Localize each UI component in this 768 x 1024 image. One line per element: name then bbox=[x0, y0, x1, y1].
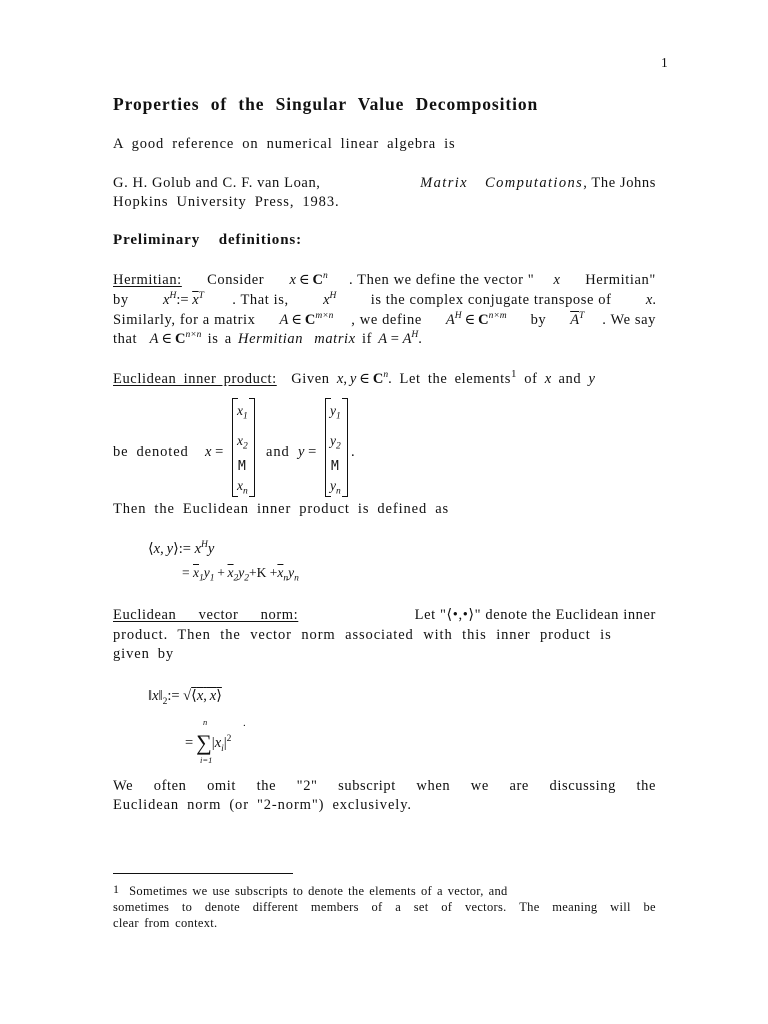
term-hermitian: Hermitian: bbox=[113, 272, 182, 288]
word: we bbox=[470, 778, 489, 794]
norm-line-3: given by bbox=[113, 646, 175, 662]
hermitian-line-2: by $x^H:= \overline{x}^T$ . That is, $x^H$ is the complex conjugate transpose of x. bbox=[113, 291, 656, 308]
word: a bbox=[395, 900, 402, 914]
word: We bbox=[113, 778, 134, 794]
y-entry-1: $y_1$ bbox=[330, 403, 341, 422]
section-heading-preliminary: Preliminary definitions: bbox=[113, 232, 303, 248]
inner-product-definition: ⟨x, y⟩:= $x^Hy$ bbox=[148, 540, 215, 557]
math-x-in-cn: x ∈ $C^n$ bbox=[289, 271, 328, 288]
y-entry-2: $y_2$ bbox=[330, 433, 341, 452]
x-entry-n: $x_n$ bbox=[237, 478, 248, 497]
hermitian-line-1: Hermitian: Consider x ∈ $C^n$ . Then we define the vector " x Hermitian" bbox=[113, 271, 656, 288]
word: of bbox=[441, 900, 453, 914]
word: are bbox=[509, 778, 529, 794]
sum-upper-limit: n bbox=[203, 717, 208, 727]
math-a-in-cmn: A ∈ $C^{m\times n}$ bbox=[279, 311, 334, 328]
term-vector-norm: Euclidean vector norm: bbox=[113, 607, 299, 623]
word: set bbox=[413, 900, 429, 914]
word: when bbox=[416, 778, 451, 794]
footnote-line-1: 1 Sometimes we use subscripts to denote the elements of a vector, and bbox=[113, 882, 508, 898]
x-entry-1: $x_1$ bbox=[237, 403, 248, 422]
word: discussing bbox=[549, 778, 616, 794]
term-inner-product: Euclidean inner product: bbox=[113, 371, 277, 387]
word: to bbox=[181, 900, 193, 914]
word: often bbox=[153, 778, 187, 794]
word: denote bbox=[204, 900, 240, 914]
intro-sentence: A good reference on numerical linear algebra is bbox=[113, 136, 456, 152]
footnote-marker: 1 bbox=[510, 368, 518, 381]
word: vectors. bbox=[464, 900, 507, 914]
inner-product-intro: Then the Euclidean inner product is defined as bbox=[113, 501, 450, 517]
hermitian-line-4: that A ∈ $C^{n\times n}$ is a Hermitian matrix if $A = A^H$. bbox=[113, 330, 422, 347]
y-entry-n: $y_n$ bbox=[330, 478, 341, 497]
reference-line-1: G. H. Golub and C. F. van Loan, Matrix Computations, The Johns bbox=[113, 175, 656, 191]
sum-lower-limit: i=1 bbox=[200, 755, 213, 765]
norm-line-2: product. Then the vector norm associated with this inner product is bbox=[113, 627, 612, 643]
word: the bbox=[256, 778, 277, 794]
norm-sum-formula: = $\sum|x_i|^2$ bbox=[185, 730, 232, 755]
norm-period: . bbox=[243, 717, 246, 729]
y-entry-dots: M bbox=[331, 459, 339, 474]
omit-line-1 bbox=[113, 778, 656, 795]
x-vector-right-bracket bbox=[249, 398, 255, 497]
inner-product-symbol: ⟨•,•⟩ bbox=[446, 607, 475, 623]
word: meaning bbox=[552, 900, 598, 914]
word: the bbox=[636, 778, 656, 794]
word: "2" bbox=[296, 778, 318, 794]
norm-definition: $‖x‖_2:=$ √⟨x, x⟩ bbox=[148, 688, 222, 707]
x-equals: x = bbox=[205, 444, 224, 460]
and-label: and bbox=[266, 444, 290, 460]
footnote-line-3: clear from context. bbox=[113, 916, 218, 930]
word: will bbox=[610, 900, 631, 914]
math-xh-def: $x^H:= \overline{x}^T$ bbox=[163, 291, 204, 308]
vector-period: . bbox=[351, 444, 355, 460]
denoted-label: be denoted bbox=[113, 444, 189, 460]
norm-line-1: Euclidean vector norm: Let "⟨•,•⟩" denote the Euclidean inner bbox=[113, 607, 656, 623]
word: The bbox=[519, 900, 540, 914]
term-hermitian-matrix: Hermitian matrix bbox=[238, 331, 356, 347]
ellipsis-glyph: K bbox=[256, 565, 267, 580]
footnote-rule bbox=[113, 873, 293, 874]
word: of bbox=[371, 900, 383, 914]
footnote-line-2 bbox=[113, 900, 656, 915]
word: subscript bbox=[338, 778, 396, 794]
word: sometimes bbox=[113, 900, 170, 914]
word: be bbox=[643, 900, 656, 914]
word: omit bbox=[207, 778, 237, 794]
hermitian-line-3: Similarly, for a matrix A ∈ $C^{m\times n}$ , we define $A^H$ ∈ $C^{n\times m}$ by $\overline{A}^T$ . We say bbox=[113, 311, 656, 328]
y-equals: y = bbox=[298, 444, 317, 460]
x-entry-2: $x_2$ bbox=[237, 433, 248, 452]
inner-product-line-1: Euclidean inner product: Given x, y ∈ $C^n$. Let the elements$^1$ of x and y bbox=[113, 368, 595, 387]
footnote-number: 1 bbox=[113, 882, 120, 896]
omit-line-2: Euclidean norm (or "2-norm") exclusively. bbox=[113, 797, 412, 813]
word: members bbox=[310, 900, 359, 914]
page-title: Properties of the Singular Value Decomposition bbox=[113, 94, 539, 114]
y-vector-right-bracket bbox=[342, 398, 348, 497]
reference-line-2: Hopkins University Press, 1983. bbox=[113, 194, 340, 210]
omit-line-1-text bbox=[113, 778, 656, 795]
inner-product-expansion: = $\overline{x}_1y_1 + \overline{x}_2y_2+K +\overline{x}_ny_n$ bbox=[182, 565, 299, 584]
page-number: 1 bbox=[661, 55, 668, 70]
x-entry-dots: M bbox=[238, 459, 246, 474]
word: different bbox=[252, 900, 299, 914]
book-title: Matrix Computations bbox=[420, 175, 584, 191]
